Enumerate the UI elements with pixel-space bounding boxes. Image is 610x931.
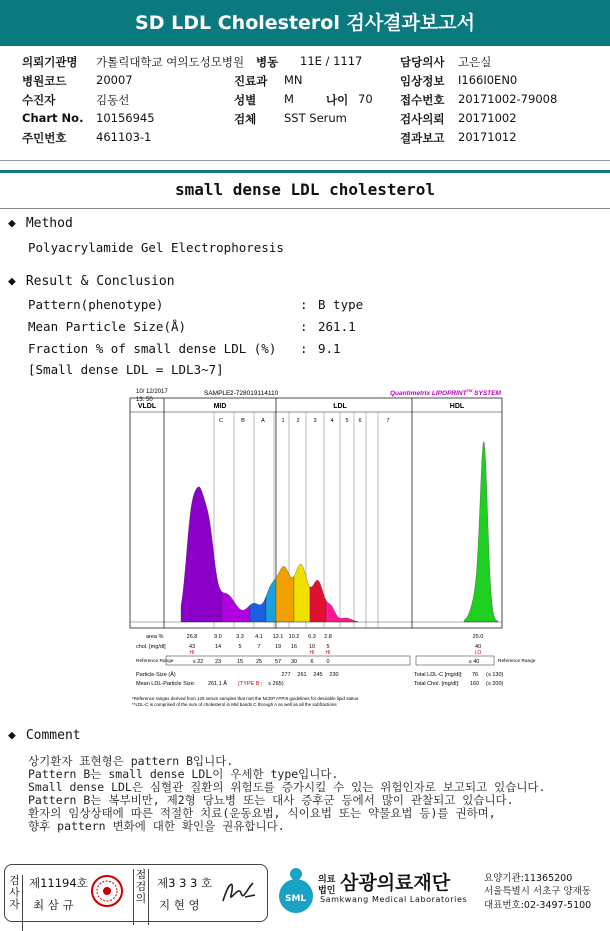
logo-text: SML bbox=[285, 894, 307, 904]
sample-id: 2-728019114110 bbox=[230, 390, 279, 397]
chart-background bbox=[128, 384, 512, 710]
area-value: 26.8 bbox=[186, 634, 198, 640]
chart-no-label: Chart No. bbox=[22, 111, 84, 125]
chol-flag: LO bbox=[474, 650, 482, 656]
size-value: 245 bbox=[313, 672, 323, 678]
result-label: Mean Particle Size(Å) bbox=[28, 319, 187, 334]
department-label: 진료과 bbox=[234, 74, 268, 88]
result-colon: : bbox=[300, 341, 308, 356]
band-label: 3 bbox=[313, 418, 317, 424]
brand-logo: Quantimetrix LIPOPRINT™ SYSTEM bbox=[390, 388, 501, 397]
chol-value: 5 bbox=[238, 644, 242, 650]
area-value: 12.1 bbox=[272, 634, 284, 640]
pattern-value: B type bbox=[318, 297, 364, 312]
resident-no-label: 주민번호 bbox=[22, 131, 67, 145]
ref-label: Reference Range bbox=[136, 659, 174, 664]
ref-value: 15 bbox=[236, 659, 244, 665]
total-chol-ref: (≤ 200) bbox=[486, 681, 504, 687]
diamond-bullet-icon: ◆ bbox=[8, 274, 16, 289]
chol-flag: HI bbox=[189, 650, 195, 656]
report-subtitle: small dense LDL cholesterol bbox=[174, 180, 436, 199]
area-value: 4.1 bbox=[255, 634, 263, 640]
chol-value: 5 bbox=[326, 644, 330, 650]
area-value: 2.8 bbox=[324, 634, 332, 640]
band-label: B bbox=[241, 418, 245, 424]
diamond-bullet-icon: ◆ bbox=[8, 216, 16, 231]
result-label: Pattern(phenotype) bbox=[28, 297, 164, 312]
org-english-name: Samkwang Medical Laboratories bbox=[320, 895, 468, 904]
ref-value: 30 bbox=[290, 659, 298, 665]
mean-size-label: Mean LDL-Particle Size: bbox=[136, 681, 196, 687]
region-label: MID bbox=[213, 403, 227, 410]
ref-value: ≥ 40 bbox=[468, 659, 480, 665]
total-ldl-ref: (≤ 130) bbox=[486, 672, 504, 678]
size-value: 277 bbox=[281, 672, 291, 678]
band-label: A bbox=[261, 418, 265, 424]
chol-flag: HI bbox=[309, 650, 315, 656]
band-label: 5 bbox=[345, 418, 349, 424]
specimen-value: SST Serum bbox=[284, 111, 347, 125]
ref-value: 23 bbox=[214, 659, 222, 665]
band-label: C bbox=[219, 418, 223, 424]
footnote-2: **LDL-C is comprised of the sum of cholesterol in Mid bands C through A as well as all the subfractions bbox=[132, 702, 337, 707]
comment-line: Pattern B는 small dense LDL이 우세한 type입니다. bbox=[28, 767, 339, 781]
specimen-label: 검체 bbox=[234, 112, 257, 126]
sd-ldl-definition: [Small dense LDL = LDL3~7] bbox=[28, 362, 224, 377]
request-date-value: 20171002 bbox=[458, 111, 517, 125]
chol-value: 10 bbox=[308, 644, 316, 650]
type-cutoff: ≤ 265) bbox=[268, 681, 284, 687]
comment-line: Pattern B는 복부비만, 제2형 당뇨병 또는 대사 증후군 등에서 많이 관찰되고 있습니다. bbox=[28, 793, 514, 807]
signature-box bbox=[4, 864, 268, 922]
lipoprint-chart-svg bbox=[126, 384, 536, 710]
tester-label: 검사자 bbox=[7, 875, 23, 931]
band-label: 2 bbox=[296, 418, 300, 424]
total-chol-value: 160 bbox=[470, 681, 480, 687]
chol-value: 43 bbox=[188, 644, 196, 650]
result-heading: ◆ Result & Conclusion bbox=[8, 274, 175, 289]
area-label: area % bbox=[146, 634, 164, 640]
comment-body bbox=[28, 755, 545, 833]
result-label: Fraction % of small dense LDL (%) bbox=[28, 341, 277, 356]
chol-label: chol. [mg/dl] bbox=[136, 644, 166, 650]
checker-id: 제3 3 3 호 bbox=[157, 876, 213, 890]
chart-time: 13: 50 bbox=[136, 397, 153, 403]
comment-heading: ◆ Comment bbox=[8, 728, 81, 743]
doctor-value: 고은실 bbox=[458, 55, 492, 69]
examinee-label: 수진자 bbox=[22, 93, 56, 107]
org-prefix-bottom: 법인 bbox=[318, 886, 336, 896]
request-date-label: 검사의뢰 bbox=[400, 112, 445, 126]
size-value: 230 bbox=[329, 672, 339, 678]
result-colon: : bbox=[300, 319, 308, 334]
institution-code: 요양기관:11365200 bbox=[484, 873, 573, 884]
org-prefix-top: 의료 bbox=[318, 875, 336, 885]
age-value: 70 bbox=[358, 92, 373, 106]
report-title: SD LDL Cholesterol 검사결과보고서 bbox=[0, 0, 610, 46]
region-label: VLDL bbox=[137, 403, 157, 410]
sex-label: 성별 bbox=[234, 93, 257, 107]
chol-value: 7 bbox=[257, 644, 261, 650]
ref-value: 57 bbox=[274, 659, 282, 665]
total-ldl-value: 76 bbox=[472, 672, 479, 678]
sml-logo-icon bbox=[274, 866, 316, 916]
chart-date: 10/ 12/2017 bbox=[136, 389, 168, 395]
ref-value: 25 bbox=[255, 659, 263, 665]
chol-value: 16 bbox=[290, 644, 298, 650]
area-value: 10.2 bbox=[288, 634, 300, 640]
method-heading: ◆ Method bbox=[8, 216, 73, 231]
report-date-label: 결과보고 bbox=[400, 131, 445, 145]
reception-no-value: 20171002-79008 bbox=[458, 92, 558, 106]
method-text: Polyacrylamide Gel Electrophoresis bbox=[28, 240, 284, 255]
chol-value: 19 bbox=[274, 644, 282, 650]
comment-line: 향후 pattern 변화에 대한 확인을 권유합니다. bbox=[28, 819, 285, 833]
footnote-1: *Reference ranges derived from 125 serum samples that met the NCEP ATPIII guidelines for desirable lipid status bbox=[132, 696, 359, 701]
clinical-info-value: I166I0EN0 bbox=[458, 73, 518, 87]
mean-size-value: 261.1 bbox=[318, 319, 356, 334]
doctor-label: 담당의사 bbox=[400, 55, 445, 69]
band-label: 7 bbox=[386, 418, 390, 424]
report-date-value: 20171012 bbox=[458, 130, 517, 144]
institution-label: 의뢰기관명 bbox=[22, 55, 78, 69]
comment-line: Small dense LDL은 심혈관 질환의 위험도를 증가시킬 수 있는 위험인자로 보고되고 있습니다. bbox=[28, 780, 546, 794]
total-chol-label: Total Chol. [mg/dl]: bbox=[414, 681, 460, 687]
chol-flag: HI bbox=[325, 650, 331, 656]
ref-value: 6 bbox=[310, 659, 314, 665]
size-value: 261 bbox=[297, 672, 307, 678]
type-label: (TYPE B ; bbox=[238, 681, 263, 687]
size-label: Particle-Size (Å) bbox=[136, 672, 176, 678]
total-ldl-label: Total LDL-C [mg/dl]: bbox=[414, 672, 463, 678]
chart-no-value: 10156945 bbox=[96, 111, 155, 125]
ref-value: ≤ 22 bbox=[192, 659, 204, 665]
area-value: 3.3 bbox=[236, 634, 244, 640]
examinee-value: 김동선 bbox=[96, 93, 130, 107]
clinical-info-label: 임상정보 bbox=[400, 74, 445, 88]
fraction-value: 9.1 bbox=[318, 341, 341, 356]
diamond-bullet-icon: ◆ bbox=[8, 728, 16, 743]
hospital-code-value: 20007 bbox=[96, 73, 133, 87]
area-value: 25.0 bbox=[472, 634, 484, 640]
divider-accent bbox=[0, 170, 610, 173]
divider bbox=[0, 160, 610, 161]
checker-label: 점검의 bbox=[133, 869, 149, 925]
seal-stamp-icon bbox=[89, 873, 125, 909]
area-value: 9.0 bbox=[214, 634, 222, 640]
area-value: 6.3 bbox=[308, 634, 316, 640]
resident-no-value: 461103-1 bbox=[96, 130, 152, 144]
department-value: MN bbox=[284, 73, 303, 87]
mean-size-value: 261.1 Å bbox=[208, 681, 227, 687]
band-label: 4 bbox=[330, 418, 334, 424]
ref-value: 0 bbox=[326, 659, 330, 665]
result-colon: : bbox=[300, 297, 308, 312]
institution-value: 가톨릭대학교 여의도성모병원 bbox=[96, 55, 245, 69]
org-name: 삼광의료재단 bbox=[340, 872, 451, 894]
tester-id: 제11194호 bbox=[29, 876, 88, 890]
tester-name: 최 삼 규 bbox=[33, 898, 74, 912]
chol-value: 14 bbox=[214, 644, 222, 650]
chol-value: 40 bbox=[474, 644, 482, 650]
checker-name: 지 현 영 bbox=[159, 898, 200, 912]
hospital-code-label: 병원코드 bbox=[22, 74, 67, 88]
region-label: HDL bbox=[449, 403, 465, 410]
band-label: 1 bbox=[281, 418, 285, 424]
address: 서울특별시 서초구 양재동 bbox=[484, 886, 591, 897]
ward-label: 병동 bbox=[256, 55, 279, 69]
phone: 대표번호:02-3497-5100 bbox=[484, 900, 592, 911]
ward-value: 11E / 1117 bbox=[300, 54, 363, 68]
signature-icon bbox=[219, 875, 259, 909]
divider bbox=[0, 208, 610, 209]
age-label: 나이 bbox=[326, 93, 349, 107]
lipoprint-chart bbox=[126, 384, 536, 710]
report-footer bbox=[0, 858, 610, 930]
band-label: 6 bbox=[358, 418, 362, 424]
sample-label: SAMPLE: bbox=[204, 390, 233, 397]
region-label: LDL bbox=[333, 403, 347, 410]
sex-value: M bbox=[284, 92, 294, 106]
comment-line: 상기환자 표현형은 pattern B입니다. bbox=[28, 754, 234, 768]
ref-label-right: Reference Range bbox=[498, 659, 536, 664]
comment-line: 환자의 임상상태에 따른 적절한 치료(운동요법, 식이요법 또는 약물요법 등)를 권하며, bbox=[28, 806, 496, 820]
reception-no-label: 접수번호 bbox=[400, 93, 445, 107]
